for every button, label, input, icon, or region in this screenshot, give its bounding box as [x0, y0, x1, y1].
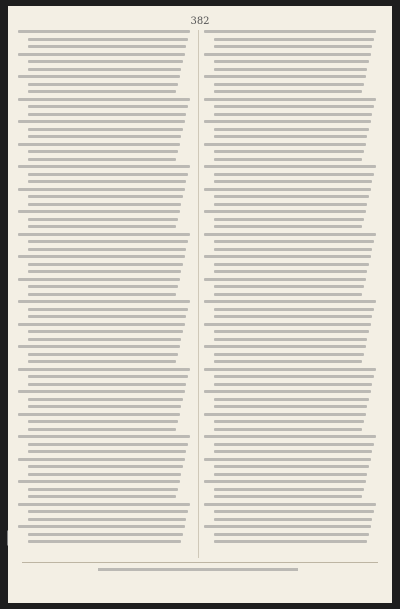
text-line	[214, 375, 374, 378]
text-line	[28, 293, 176, 296]
text-line	[18, 278, 180, 281]
text-line	[28, 135, 181, 138]
text-line	[28, 240, 188, 243]
text-line	[204, 75, 366, 78]
text-line	[18, 120, 185, 123]
left-column	[18, 30, 190, 558]
text-line	[214, 263, 369, 266]
text-line	[18, 75, 180, 78]
text-line	[214, 158, 362, 161]
text-line	[28, 510, 188, 513]
text-line	[28, 330, 183, 333]
text-line	[28, 398, 183, 401]
text-line	[28, 60, 183, 63]
text-line	[214, 225, 362, 228]
text-line	[204, 143, 366, 146]
text-line	[204, 458, 371, 461]
text-line	[204, 233, 376, 236]
text-line	[204, 210, 366, 213]
text-line	[214, 293, 362, 296]
text-line	[214, 248, 372, 251]
text-line	[214, 488, 364, 491]
text-line	[214, 353, 364, 356]
text-line	[28, 203, 181, 206]
text-line	[28, 225, 176, 228]
text-line	[18, 345, 180, 348]
text-line	[204, 53, 371, 56]
text-line	[214, 315, 372, 318]
text-line	[18, 368, 190, 371]
text-line	[214, 203, 367, 206]
text-line	[214, 420, 364, 423]
text-line	[18, 143, 180, 146]
text-line	[204, 255, 371, 258]
text-line	[28, 315, 186, 318]
text-line	[204, 525, 371, 528]
text-line	[28, 360, 176, 363]
text-line	[214, 540, 367, 543]
text-line	[28, 218, 178, 221]
text-line	[28, 195, 183, 198]
text-line	[28, 383, 186, 386]
text-line	[214, 173, 374, 176]
text-line	[18, 435, 190, 438]
text-line	[28, 428, 176, 431]
text-line	[214, 360, 362, 363]
text-line	[214, 443, 374, 446]
text-line	[18, 255, 185, 258]
text-line	[204, 30, 376, 33]
text-line	[214, 83, 364, 86]
text-line	[28, 518, 186, 521]
text-line	[204, 435, 376, 438]
text-line	[204, 390, 371, 393]
text-line	[28, 540, 181, 543]
text-line	[214, 135, 367, 138]
text-line	[28, 405, 181, 408]
text-line	[214, 383, 372, 386]
text-line	[18, 525, 185, 528]
text-line	[28, 90, 176, 93]
text-line	[18, 503, 190, 506]
text-line	[204, 323, 371, 326]
text-line	[28, 420, 178, 423]
text-line	[28, 338, 181, 341]
text-line	[214, 180, 372, 183]
text-line	[214, 128, 369, 131]
text-line	[214, 330, 369, 333]
column-divider	[198, 30, 199, 558]
right-column	[204, 30, 376, 558]
text-line	[214, 308, 374, 311]
text-line	[214, 218, 364, 221]
text-line	[18, 390, 185, 393]
text-line	[28, 533, 183, 536]
text-line	[214, 105, 374, 108]
text-line	[214, 270, 367, 273]
text-line	[18, 480, 180, 483]
text-line	[204, 503, 376, 506]
text-line	[204, 120, 371, 123]
text-line	[28, 308, 188, 311]
text-line	[214, 428, 362, 431]
text-line	[28, 150, 178, 153]
text-line	[28, 173, 188, 176]
text-line	[204, 188, 371, 191]
text-line	[18, 98, 190, 101]
text-line	[214, 38, 374, 41]
text-line	[28, 488, 178, 491]
text-line	[28, 443, 188, 446]
text-line	[28, 38, 188, 41]
text-line	[214, 68, 367, 71]
text-line	[214, 285, 364, 288]
text-line	[214, 113, 372, 116]
text-line	[18, 210, 180, 213]
text-line	[214, 450, 372, 453]
text-line	[214, 465, 369, 468]
text-line	[204, 480, 366, 483]
text-line	[28, 83, 178, 86]
text-line	[214, 240, 374, 243]
text-line	[18, 30, 190, 33]
text-line	[214, 473, 367, 476]
text-line	[18, 233, 190, 236]
text-line	[28, 113, 186, 116]
text-line	[28, 285, 178, 288]
text-line	[214, 398, 369, 401]
text-line	[204, 368, 376, 371]
text-line	[214, 150, 364, 153]
text-line	[214, 510, 374, 513]
text-line	[18, 188, 185, 191]
text-line	[28, 375, 188, 378]
text-line	[18, 53, 185, 56]
text-line	[28, 45, 186, 48]
text-line	[214, 45, 372, 48]
text-line	[214, 405, 367, 408]
text-line	[204, 413, 366, 416]
text-line	[214, 495, 362, 498]
text-line	[214, 90, 362, 93]
text-line	[214, 533, 369, 536]
text-line	[204, 345, 366, 348]
text-line	[214, 518, 372, 521]
footer-line	[98, 568, 298, 571]
text-line	[28, 248, 186, 251]
text-line	[214, 338, 367, 341]
footer-rule	[22, 562, 378, 563]
text-line	[204, 165, 376, 168]
text-line	[214, 60, 369, 63]
text-line	[18, 413, 180, 416]
text-line	[18, 300, 190, 303]
text-line	[28, 450, 186, 453]
text-line	[28, 353, 178, 356]
text-line	[28, 495, 176, 498]
text-line	[204, 278, 366, 281]
text-line	[28, 158, 176, 161]
text-line	[18, 323, 185, 326]
text-line	[28, 105, 188, 108]
text-line	[28, 473, 181, 476]
text-line	[18, 165, 190, 168]
text-line	[214, 195, 369, 198]
text-line	[28, 465, 183, 468]
text-line	[28, 263, 183, 266]
text-line	[18, 458, 185, 461]
page-number: 382	[190, 16, 210, 27]
text-line	[28, 270, 181, 273]
document-page	[8, 6, 392, 603]
text-line	[204, 98, 376, 101]
text-line	[28, 180, 186, 183]
text-line	[204, 300, 376, 303]
text-line	[28, 128, 183, 131]
text-line	[28, 68, 181, 71]
